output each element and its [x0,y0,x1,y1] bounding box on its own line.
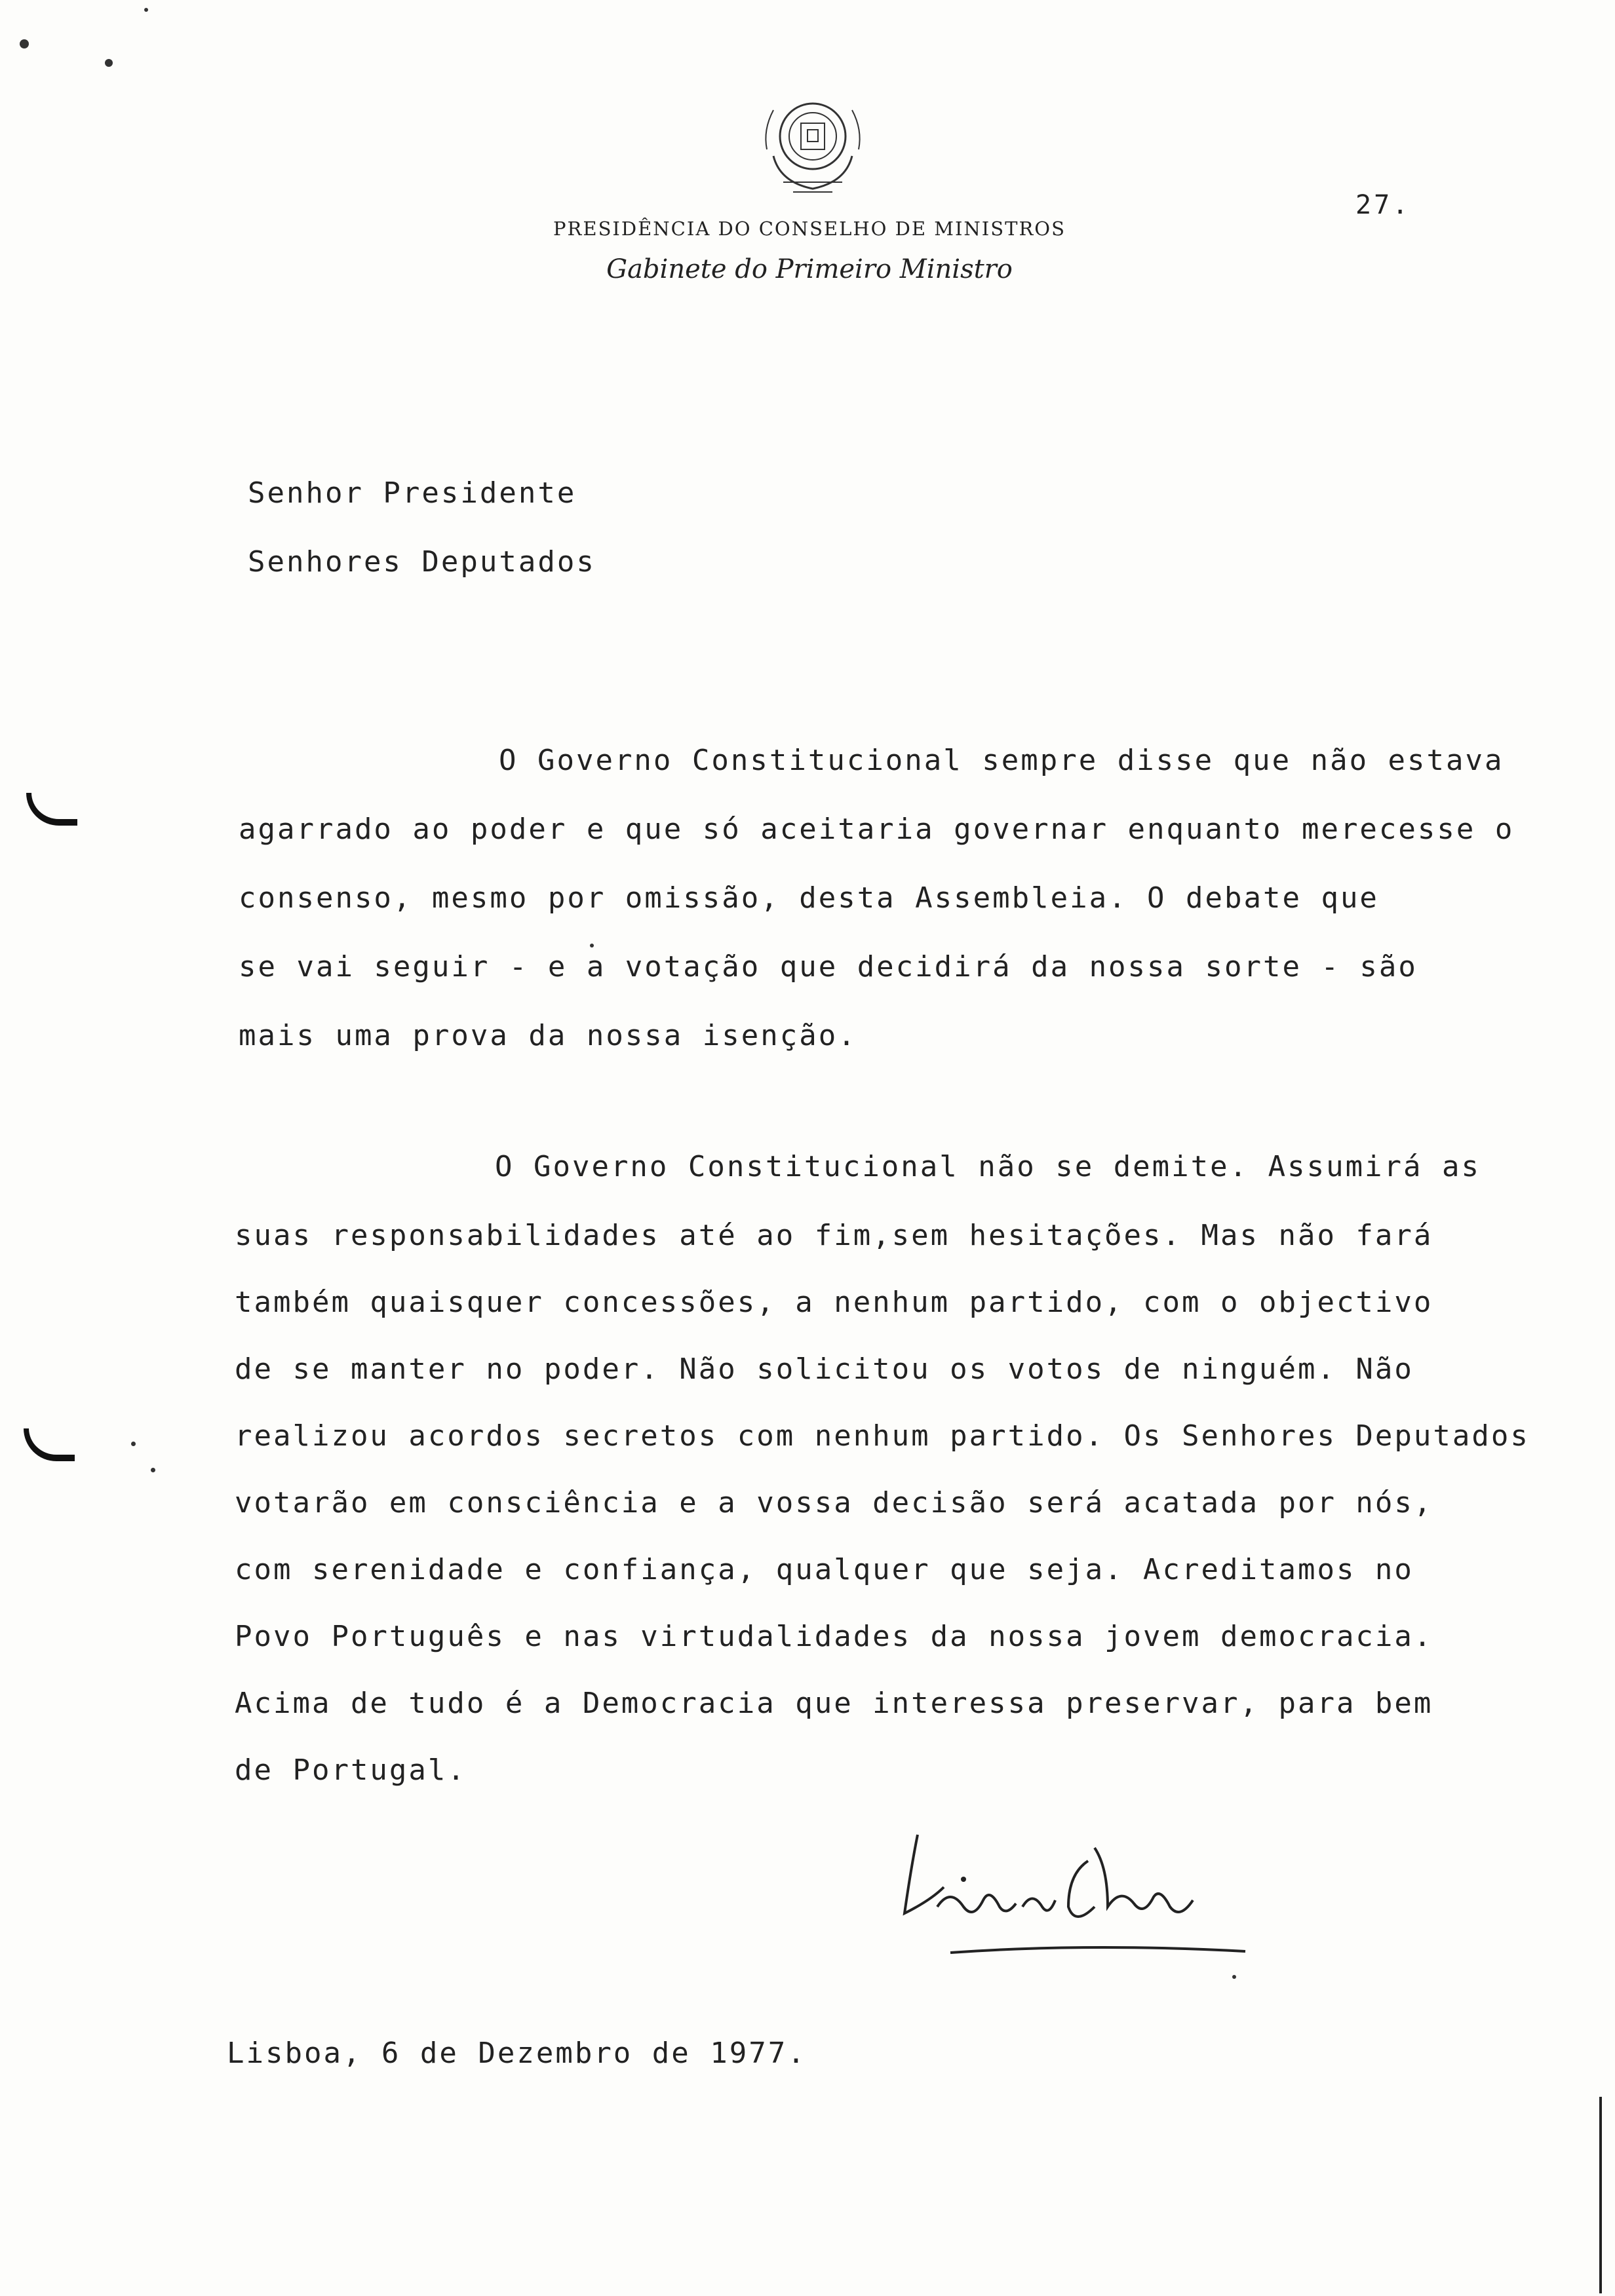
speck [590,944,594,947]
letterhead-subtitle: Gabinete do Primeiro Ministro [606,254,1013,284]
paragraph-line: realizou acordos secretos com nenhum partido. Os Senhores Deputados [235,1419,1530,1453]
paragraph-line: mais uma prova da nossa isenção. [239,1019,857,1052]
paragraph-line: Povo Português e nas virtudalidades da nossa jovem democracia. [235,1620,1433,1653]
paragraph-line: Acima de tudo é a Democracia que interessa preservar, para bem [235,1687,1433,1720]
handwritten-signature-icon [891,1808,1258,1972]
coat-of-arms-icon [754,84,872,208]
speck [20,39,29,48]
page-number: 27. [1355,190,1411,220]
punch-hole-mark [24,1428,75,1461]
paragraph-line: também quaisquer concessões, a nenhum partido, com o objectivo [235,1286,1433,1319]
paragraph-line: consenso, mesmo por omissão, desta Assembleia. O debate que [239,881,1379,915]
speck [144,8,148,12]
speck [151,1468,155,1472]
page-edge-mark [1599,2097,1602,2293]
paragraph-line: de se manter no poder. Não solicitou os votos de ninguém. Não [235,1352,1414,1386]
salutation-line: Senhores Deputados [248,545,596,579]
paragraph-line: agarrado ao poder e que só aceitaria governar enquanto merecesse o [239,813,1515,846]
speck [131,1442,136,1446]
paragraph-line: O Governo Constitucional sempre disse que não estava [499,744,1504,777]
paragraph-line: se vai seguir - e a votação que decidirá da nossa sorte - são [239,950,1418,984]
paragraph-line: votarão em consciência e a vossa decisão será acatada por nós, [235,1486,1433,1520]
salutation-line: Senhor Presidente [248,476,577,510]
punch-hole-mark [26,793,77,826]
paragraph-line: com serenidade e confiança, qualquer que seja. Acreditamos no [235,1553,1414,1586]
paragraph-line: O Governo Constitucional não se demite. Assumirá as [495,1150,1481,1183]
paragraph-line: de Portugal. [235,1753,467,1787]
letterhead-title: PRESIDÊNCIA DO CONSELHO DE MINISTROS [553,218,1066,240]
speck [105,59,113,67]
speck [1232,1975,1236,1979]
paragraph-line: suas responsabilidades até ao fim,sem hesitações. Mas não fará [235,1219,1433,1252]
date-line: Lisboa, 6 de Dezembro de 1977. [227,2037,807,2070]
